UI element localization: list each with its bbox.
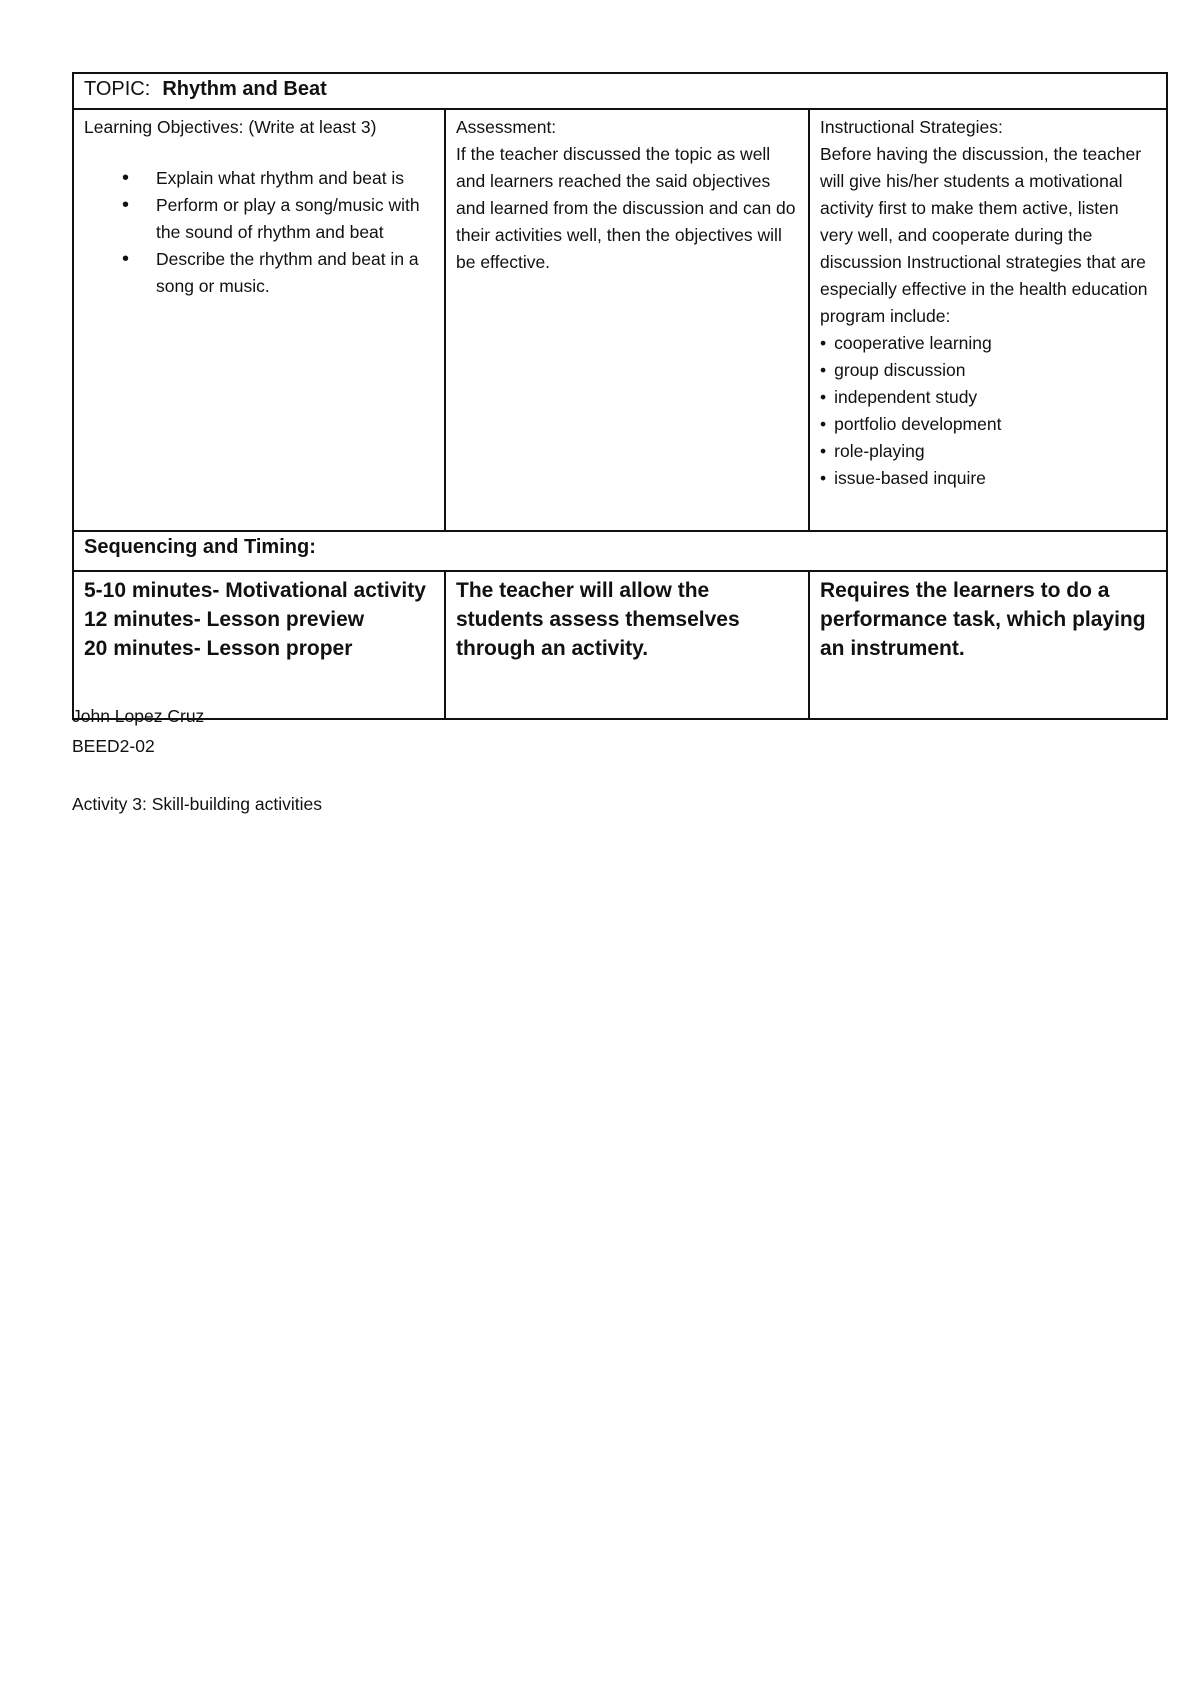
topic-label: TOPIC: xyxy=(84,78,151,100)
topic-cell xyxy=(73,73,1167,109)
strategies-list xyxy=(820,330,1156,492)
student-section: BEED2-02 xyxy=(72,736,155,756)
list-item: • portfolio development xyxy=(820,411,1156,438)
sequencing-row xyxy=(73,531,1167,571)
assessment-body: If the teacher discussed the topic as well and learners reached the said objectives and learned from the discussion and can do their activities well, then the objectives will be effective. xyxy=(456,144,796,272)
timing-line: 20 minutes- Lesson proper xyxy=(84,637,353,660)
strategies-cell xyxy=(809,109,1167,531)
objectives-title: Learning Objectives: (Write at least 3) xyxy=(84,117,377,137)
sequencing-title: Sequencing and Timing: xyxy=(73,531,1167,571)
timing-row xyxy=(73,571,1167,719)
student-name: John Lopez Cruz xyxy=(72,706,205,726)
activity-title: Activity 3: Skill-building activities xyxy=(72,794,322,814)
objectives-list xyxy=(84,165,434,300)
timing-line: 12 minutes- Lesson preview xyxy=(84,608,365,631)
content-row xyxy=(73,109,1167,531)
timing-cell xyxy=(73,571,445,719)
strategies-body: Before having the discussion, the teacher will give his/her students a motivational activity first to make them active, listen very well, and cooperate during the discussion Instructional strategies that are especially effective in the health education program include: xyxy=(820,144,1148,326)
list-item: • cooperative learning xyxy=(820,330,1156,357)
assessment-cell xyxy=(445,109,809,531)
list-item: • Describe the rhythm and beat in a song or music. xyxy=(156,246,434,300)
self-assessment-text: The teacher will allow the students assess themselves through an activity. xyxy=(456,579,740,660)
list-item: • group discussion xyxy=(820,357,1156,384)
lesson-plan-table xyxy=(72,72,1168,720)
topic-value: Rhythm and Beat xyxy=(162,78,327,100)
performance-task-cell xyxy=(809,571,1167,719)
self-assessment-cell xyxy=(445,571,809,719)
list-item: • independent study xyxy=(820,384,1156,411)
list-item: • Perform or play a song/music with the sound of rhythm and beat xyxy=(156,192,434,246)
list-item: • role-playing xyxy=(820,438,1156,465)
objectives-cell xyxy=(73,109,445,531)
timing-line: 5-10 minutes- Motivational activity xyxy=(84,579,426,602)
performance-task-text: Requires the learners to do a performance task, which playing an instrument. xyxy=(820,579,1146,660)
assessment-title: Assessment: xyxy=(456,117,557,137)
topic-row xyxy=(73,73,1167,109)
list-item: • issue-based inquire xyxy=(820,465,1156,492)
strategies-title: Instructional Strategies: xyxy=(820,117,1003,137)
list-item: • Explain what rhythm and beat is xyxy=(156,165,434,192)
